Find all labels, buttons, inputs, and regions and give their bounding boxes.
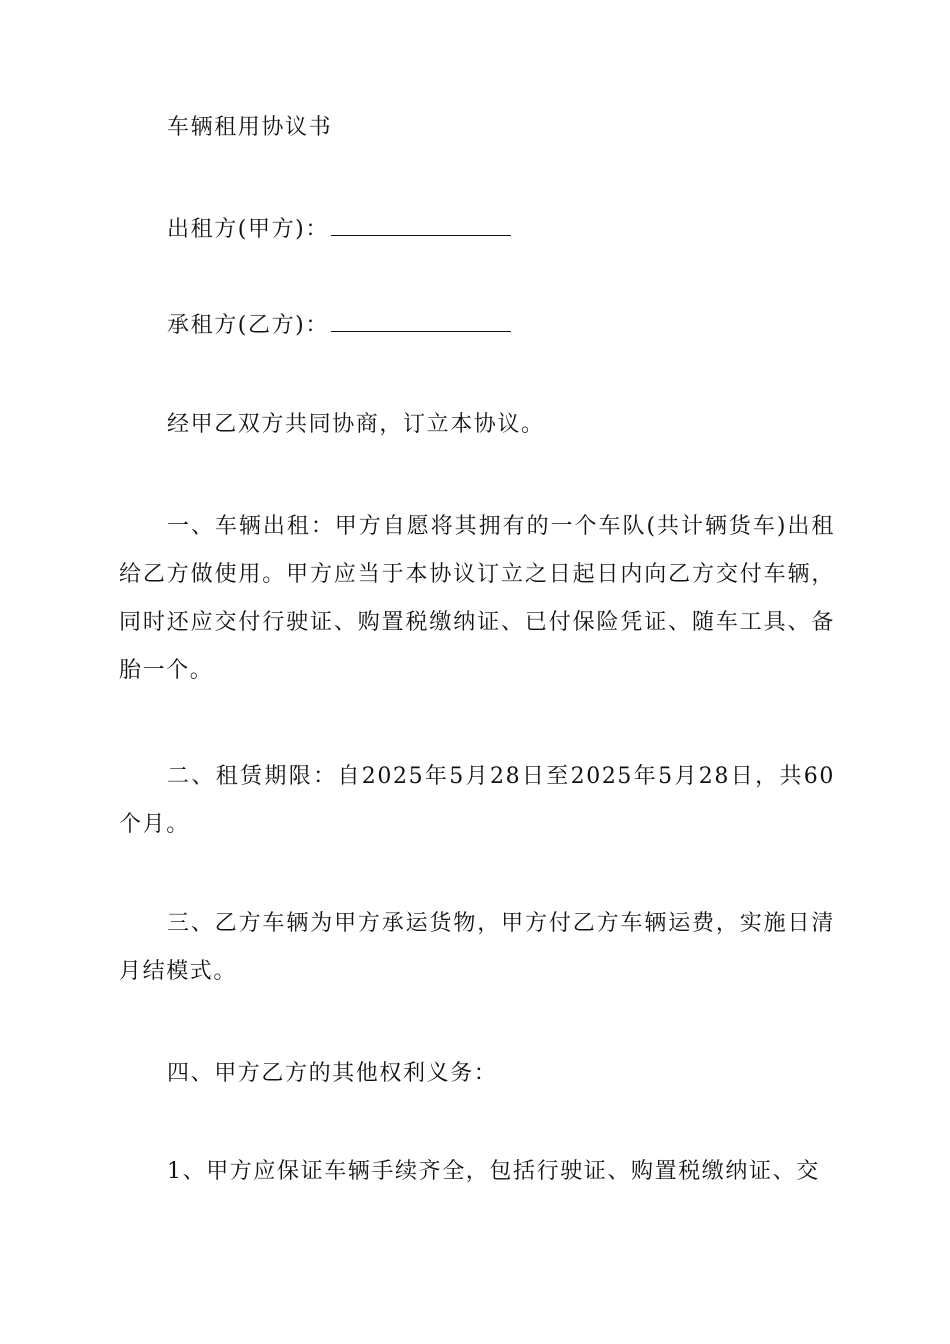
lessor-label: 出租方(甲方)：	[167, 217, 329, 242]
clause-3-paragraph: 三、乙方车辆为甲方承运货物，甲方付乙方车辆运费，实施日清月结模式。	[119, 911, 835, 984]
lessor-line	[119, 206, 835, 254]
clause-4-heading: 四、甲方乙方的其他权利义务：	[167, 1061, 498, 1086]
clause-2-paragraph: 二、租赁期限：自2025年5月28日至2025年5月28日，共60个月。	[119, 764, 835, 837]
clause-4-item-1: 1、甲方应保证车辆手续齐全，包括行驶证、购置税缴纳证、交	[167, 1159, 820, 1184]
lessor-blank	[331, 217, 511, 236]
lessee-blank	[331, 313, 511, 332]
intro-paragraph: 经甲乙双方共同协商，订立本协议。	[167, 412, 545, 437]
lessee-line	[119, 302, 835, 350]
lessee-label: 承租方(乙方)：	[167, 313, 329, 338]
document-title: 车辆租用协议书	[167, 115, 333, 140]
clause-1-paragraph: 一、车辆出租：甲方自愿将其拥有的一个车队(共计辆货车)出租给乙方做使用。甲方应当于本协议订立之日起日内向乙方交付车辆，同时还应交付行驶证、购置税缴纳证、已付保险凭证、随车工具、备胎一个。	[119, 514, 835, 683]
